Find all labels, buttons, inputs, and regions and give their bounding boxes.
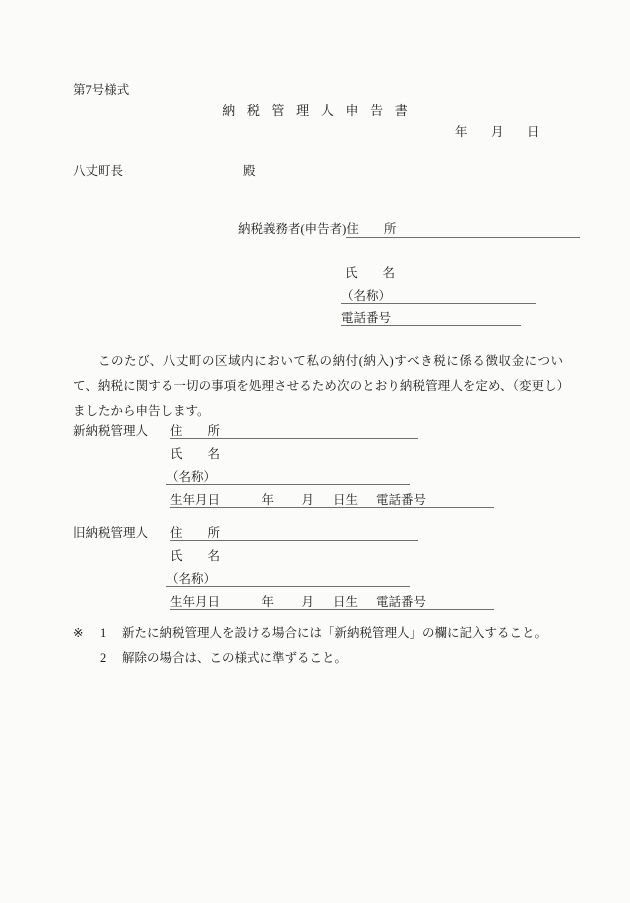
old-manager-tel-label: 電話番号 (376, 595, 427, 609)
note-row (73, 623, 547, 648)
old-manager-alias-row (166, 569, 494, 592)
old-manager-dob-year[interactable]: 年 (261, 595, 275, 609)
new-manager-tel-label: 電話番号 (376, 493, 427, 507)
body-paragraph (73, 349, 563, 424)
date-year-label: 年 (455, 125, 468, 139)
old-manager-address-label: 住 所 (170, 526, 221, 540)
old-manager-dob-day[interactable]: 日生 (333, 595, 359, 609)
old-manager-address-row (170, 523, 494, 546)
addressee-name: 八丈町長 (73, 164, 124, 178)
new-manager-dob-year[interactable]: 年 (261, 493, 275, 507)
note-number: 2 (100, 651, 107, 665)
addressee-honorific: 殿 (243, 164, 256, 178)
date-row (455, 122, 540, 140)
body-line-3: ら申告します。 (123, 404, 210, 418)
old-manager-name-label: 氏 名 (170, 549, 221, 563)
old-manager-alias-label: （名称） (166, 572, 217, 586)
taxpayer-block (238, 219, 580, 242)
document-title: 納 税 管 理 人 申 告 書 (222, 103, 412, 118)
new-manager-name-label: 氏 名 (170, 447, 221, 461)
old-manager-name-row (170, 546, 494, 569)
new-manager-address-label: 住 所 (170, 424, 221, 438)
old-manager-dob-label: 生年月日 (170, 595, 221, 609)
new-manager-dob-month[interactable]: 月 (301, 493, 315, 507)
taxpayer-address-row (238, 219, 580, 242)
old-manager-label: 旧納税管理人 (73, 526, 149, 540)
date-day-label: 日 (527, 125, 540, 139)
new-manager-address-row (170, 421, 494, 444)
date-month-label: 月 (491, 125, 504, 139)
note-row (73, 648, 547, 673)
new-manager-dob-label: 生年月日 (170, 493, 221, 507)
note-number: 1 (100, 626, 107, 640)
new-manager-label: 新納税管理人 (73, 424, 149, 438)
new-manager-alias-label: （名称） (166, 470, 217, 484)
taxpayer-name-label: 氏 名 (345, 266, 396, 280)
taxpayer-address-label: 住 所 (346, 222, 397, 236)
body-line-1: このたび、八丈町の区域内において私の納付(納入)すべき税に係る徴収金について、納 (73, 354, 563, 393)
new-manager-fields (166, 421, 494, 513)
new-manager-dob-row (170, 490, 494, 513)
taxpayer-tel-label: 電話番号 (341, 311, 392, 325)
new-manager-dob-day[interactable]: 日生 (333, 493, 359, 507)
note-mark: ※ (73, 626, 84, 640)
taxpayer-name-row (345, 263, 399, 281)
taxpayer-lead-label: 納税義務者(申告者) (238, 222, 347, 236)
body-line-2: 税に関する一切の事項を処理させるため次のとおり納税管理人を定め、（変更し）ましたか (73, 379, 563, 418)
new-manager-name-row (170, 444, 494, 467)
old-manager-fields (166, 523, 494, 615)
taxpayer-alias-row (341, 286, 536, 304)
taxpayer-alias-label: （名称） (341, 289, 392, 303)
new-manager-alias-row (166, 467, 494, 490)
taxpayer-tel-row (341, 308, 521, 326)
form-number: 第7号様式 (73, 83, 130, 97)
note-text: 解除の場合は、この様式に準ずること。 (122, 651, 348, 665)
note-text: 新たに納税管理人を設ける場合には「新納税管理人」の欄に記入すること。 (122, 626, 548, 640)
old-manager-dob-month[interactable]: 月 (301, 595, 315, 609)
old-manager-dob-row (170, 592, 494, 615)
notes-section (73, 623, 547, 673)
